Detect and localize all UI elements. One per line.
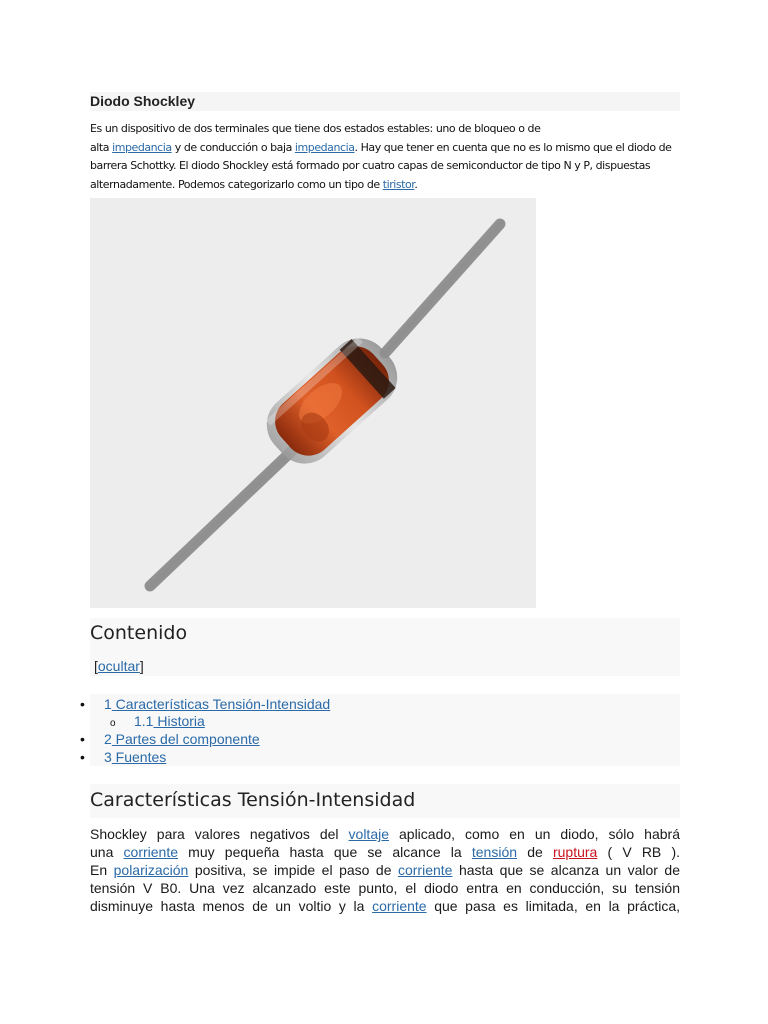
impedancia-link[interactable]: impedancia <box>112 140 172 154</box>
lead-wire-bottom <box>150 448 295 586</box>
intro-text: y de conducción o baja <box>171 140 295 154</box>
tension-link[interactable]: tensión <box>471 844 518 860</box>
toc-heading: Contenido <box>90 622 188 644</box>
voltaje-link[interactable]: voltaje <box>348 826 389 842</box>
impedancia-link-2[interactable]: impedancia <box>294 140 355 154</box>
intro-text: . <box>414 177 418 191</box>
paragraph-line: En polarización positiva, se impide el paso de corriente hasta que se alcanza un valor de <box>90 862 681 878</box>
bracket-close: ] <box>139 658 144 674</box>
corriente-link[interactable]: corriente <box>123 844 178 860</box>
section-heading: Características Tensión-Intensidad <box>90 789 416 811</box>
toc-hide-link[interactable]: ocultar <box>97 658 140 674</box>
circle-bullet-icon: o <box>110 718 116 729</box>
corriente-link-2[interactable]: corriente <box>397 862 453 878</box>
paragraph-line: tensión V B0. Una vez alcanzado este punto, el diodo entra en conducción, su tensión <box>90 880 680 896</box>
diode-photo <box>90 198 536 608</box>
bullet-icon: • <box>80 749 85 765</box>
ruptura-link[interactable]: ruptura <box>552 844 598 860</box>
lead-wire-top <box>385 224 500 353</box>
page-title: Diodo Shockley <box>90 93 196 109</box>
intro-text: . Hay que tener en cuenta que no es lo mismo que el diodo de barrera Schottky. El diodo Shockley está formado por cuatro capas de semiconductor de tipo N y P, dispuestas alternadamente. Podemos categorizarlo como un tipo de <box>90 140 672 191</box>
toc-toggle <box>94 657 144 675</box>
tiristor-link[interactable]: tiristor <box>382 177 415 191</box>
toc-item-3[interactable]: 3 Fuentes <box>104 749 167 765</box>
toc-item-1-1[interactable]: 1.1 Historia <box>134 713 205 729</box>
paragraph-line: una corriente muy pequeña hasta que se alcance la tensión de ruptura ( V RB ). <box>90 844 680 860</box>
intro-text: Es un dispositivo de dos terminales que tiene dos estados estables: uno de bloqueo o de <box>90 122 541 135</box>
toc-item-1[interactable]: 1 Características Tensión-Intensidad <box>104 696 331 712</box>
polarizacion-link[interactable]: polarización <box>113 862 189 878</box>
paragraph-line: disminuye hasta menos de un voltio y la corriente que pasa es limitada, en la práctica, <box>90 898 681 914</box>
section-paragraph <box>90 825 680 915</box>
toc-item-2[interactable]: 2 Partes del componente <box>104 731 260 747</box>
diode-illustration <box>90 198 536 608</box>
bullet-icon: • <box>80 696 85 712</box>
intro-paragraph <box>90 120 680 194</box>
corriente-link-3[interactable]: corriente <box>372 898 427 914</box>
intro-text: alta <box>90 140 113 154</box>
bracket-open: [ <box>94 658 98 674</box>
paragraph-line: Shockley para valores negativos del voltaje aplicado, como en un diodo, sólo habrá <box>90 826 680 842</box>
bullet-icon: • <box>80 731 85 747</box>
